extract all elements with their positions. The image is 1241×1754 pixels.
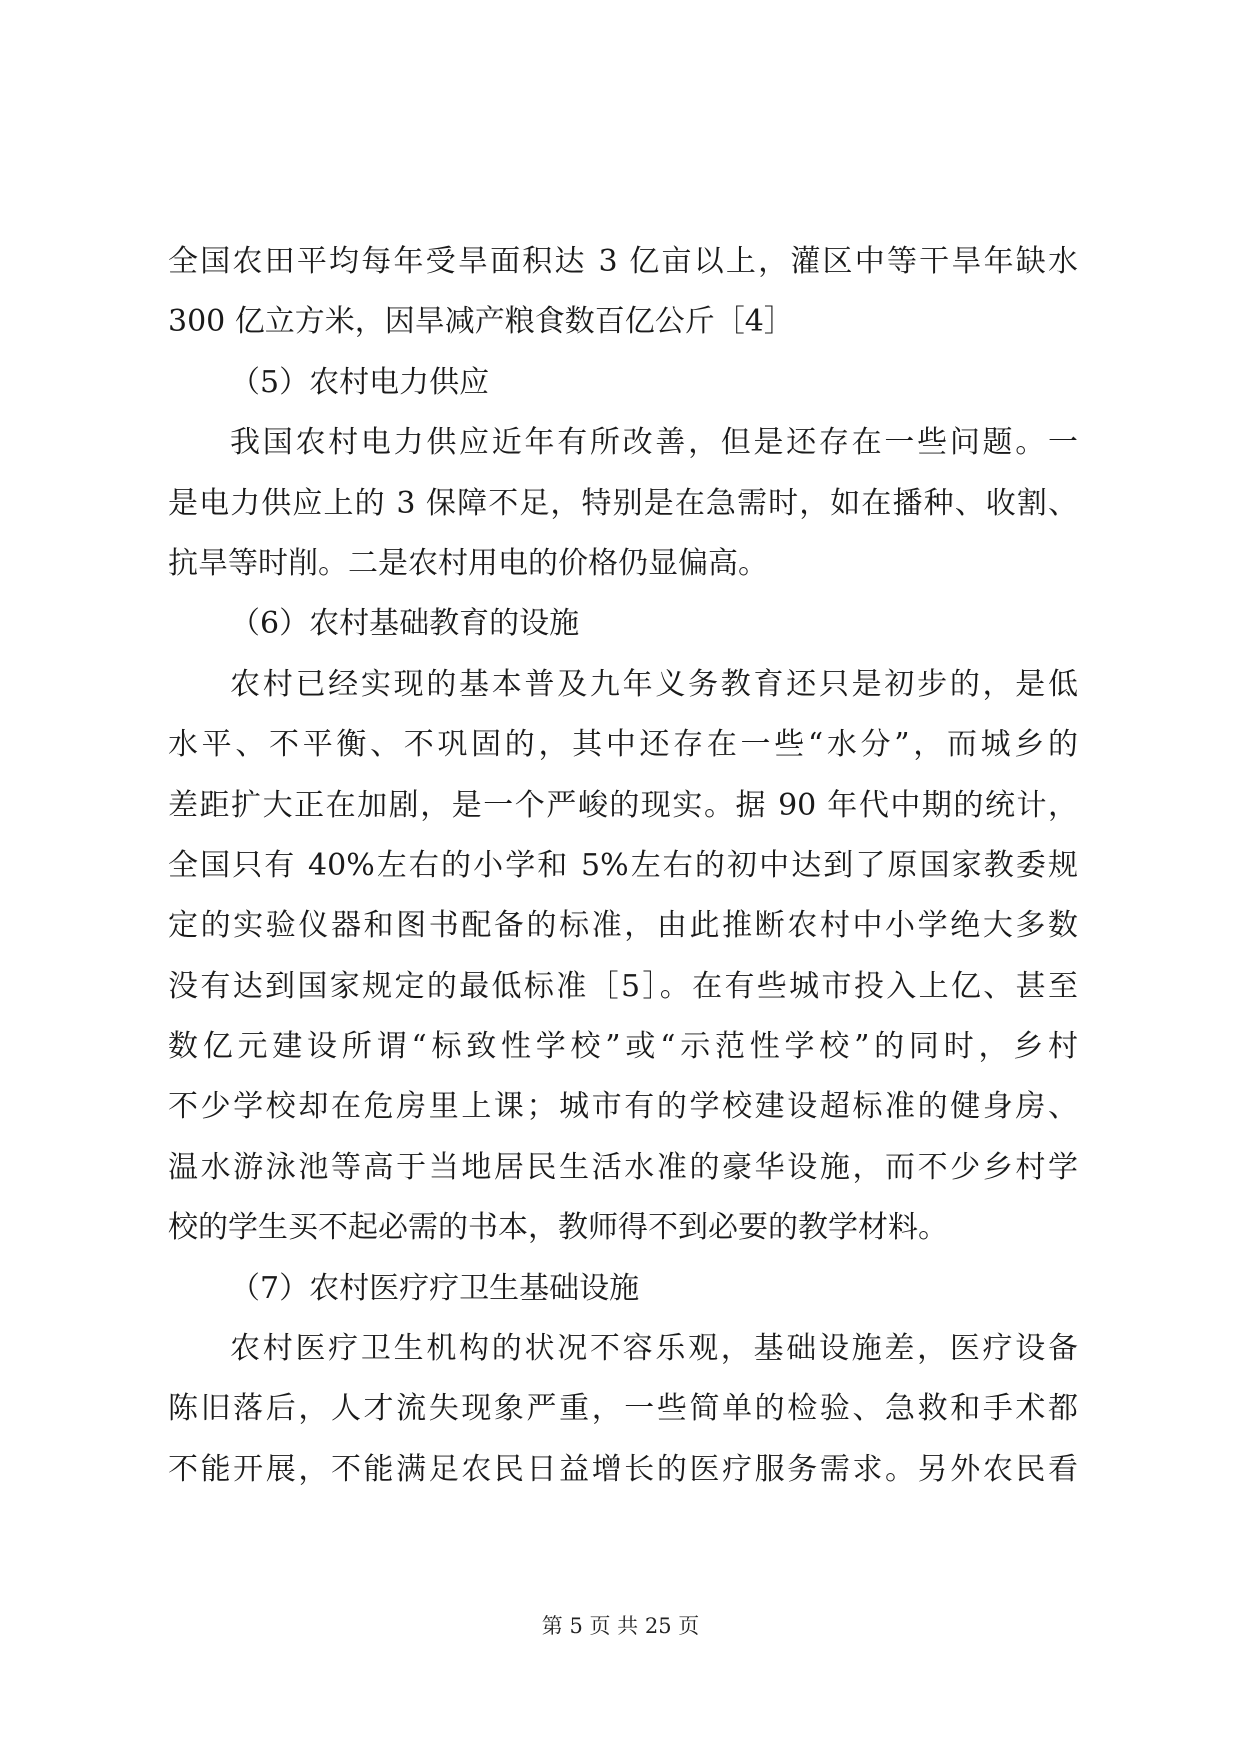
text-line: 差距扩大正在加剧，是一个严峻的现实。据 90 年代中期的统计， [168, 787, 1078, 823]
text-line: 定的实验仪器和图书配备的标准，由此推断农村中小学绝大多数 [168, 908, 1078, 944]
text-line: 是电力供应上的 3 保障不足，特别是在急需时，如在播种、收割、 [168, 485, 1078, 521]
text-line: 全国农田平均每年受旱面积达 3 亿亩以上，灌区中等干旱年缺水 [168, 244, 1078, 279]
text-line: 数亿元建设所谓“标致性学校”或“示范性学校”的同时，乡村 [168, 1029, 1078, 1065]
text-line: 水平、不平衡、不巩固的，其中还存在一些“水分”，而城乡的 [168, 727, 1078, 763]
text-line: 不少学校却在危房里上课；城市有的学校建设超标准的健身房、 [168, 1089, 1078, 1125]
document-body [168, 232, 1078, 1500]
text-line: 全国只有 40%左右的小学和 5%左右的初中达到了原国家教委规 [168, 847, 1078, 883]
text-line: 陈旧落后，人才流失现象严重，一些简单的检验、急救和手术都 [168, 1391, 1078, 1427]
text-line: 农村医疗卫生机构的状况不容乐观，基础设施差，医疗设备 [230, 1331, 1078, 1367]
section-heading: （5）农村电力供应 [230, 364, 490, 400]
text-line: 不能开展，不能满足农民日益增长的医疗服务需求。另外农民看 [168, 1451, 1078, 1487]
section-heading: （7）农村医疗疗卫生基础设施 [230, 1270, 640, 1306]
page-footer: 第 5 页 共 25 页 [541, 1614, 700, 1638]
text-line: 校的学生买不起必需的书本，教师得不到必要的教学材料。 [168, 1210, 948, 1246]
text-line: 温水游泳池等高于当地居民生活水准的豪华设施，而不少乡村学 [168, 1149, 1078, 1185]
text-line: 农村已经实现的基本普及九年义务教育还只是初步的，是低 [230, 666, 1078, 702]
text-line: 没有达到国家规定的最低标准［5］。在有些城市投入上亿、甚至 [168, 968, 1078, 1004]
text-line: 我国农村电力供应近年有所改善，但是还存在一些问题。一 [230, 425, 1078, 461]
text-line: 300 亿立方米，因旱减产粮食数百亿公斤［4］ [168, 304, 794, 340]
text-line: 抗旱等时削。二是农村用电的价格仍显偏高。 [168, 545, 768, 581]
section-heading: （6）农村基础教育的设施 [230, 606, 580, 642]
